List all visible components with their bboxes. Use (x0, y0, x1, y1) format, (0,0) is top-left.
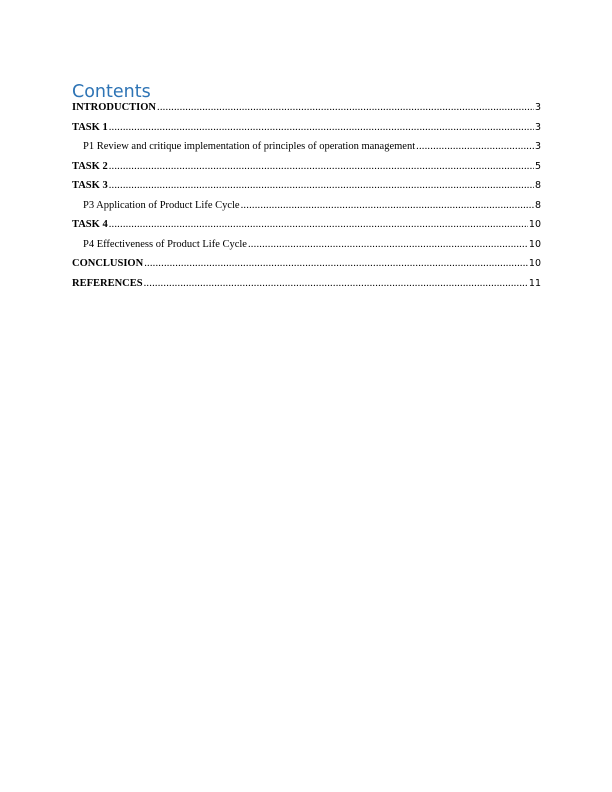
toc-dot-leader (241, 200, 534, 211)
toc-entry-task-3[interactable] (72, 180, 541, 200)
toc-entry-label: P3 Application of Product Life Cycle (83, 199, 240, 211)
toc-dot-leader (248, 239, 528, 250)
toc-entry-label: P1 Review and critique implementation of principles of operation management (83, 141, 416, 152)
toc-entry-label: REFERENCES (72, 277, 143, 289)
toc-dot-leader (109, 122, 534, 133)
toc-dot-leader (109, 219, 528, 230)
toc-dot-leader (144, 258, 528, 269)
toc-entry-page: 3 (534, 121, 541, 133)
toc-entry-references[interactable] (72, 278, 541, 298)
toc-entry-page: 3 (534, 141, 541, 152)
toc-entry-page: 8 (534, 180, 541, 191)
toc-entry-page: 8 (534, 199, 541, 211)
toc-entry-p4[interactable] (72, 239, 541, 259)
toc-dot-leader (109, 180, 534, 191)
toc-entry-page: 10 (528, 238, 541, 250)
toc-entry-label: P4 Effectiveness of Product Life Cycle (83, 238, 247, 250)
toc-dot-leader (109, 161, 534, 172)
toc-entry-p1[interactable] (72, 141, 541, 161)
toc-entry-page: 11 (528, 277, 541, 289)
toc-entry-page: 5 (534, 160, 541, 172)
toc-entry-p3[interactable] (72, 200, 541, 220)
toc-dot-leader (416, 141, 534, 152)
toc-entry-introduction[interactable] (72, 102, 541, 122)
toc-dot-leader (144, 278, 528, 289)
toc-entry-page: 10 (528, 219, 541, 230)
toc-entry-task-4[interactable] (72, 219, 541, 239)
toc-entry-label: INTRODUCTION (72, 102, 157, 113)
toc-entry-label: TASK 4 (72, 219, 108, 230)
toc-entry-conclusion[interactable] (72, 258, 541, 278)
toc-entry-label: CONCLUSION (72, 258, 144, 269)
toc-entry-page: 3 (534, 102, 541, 113)
table-of-contents (72, 102, 541, 297)
toc-dot-leader (157, 102, 534, 113)
toc-entry-task-1[interactable] (72, 122, 541, 142)
toc-entry-label: TASK 1 (72, 121, 108, 133)
toc-entry-label: TASK 3 (72, 180, 108, 191)
toc-entry-label: TASK 2 (72, 160, 108, 172)
toc-title: Contents (72, 82, 151, 102)
toc-entry-page: 10 (528, 258, 541, 269)
toc-entry-task-2[interactable] (72, 161, 541, 181)
